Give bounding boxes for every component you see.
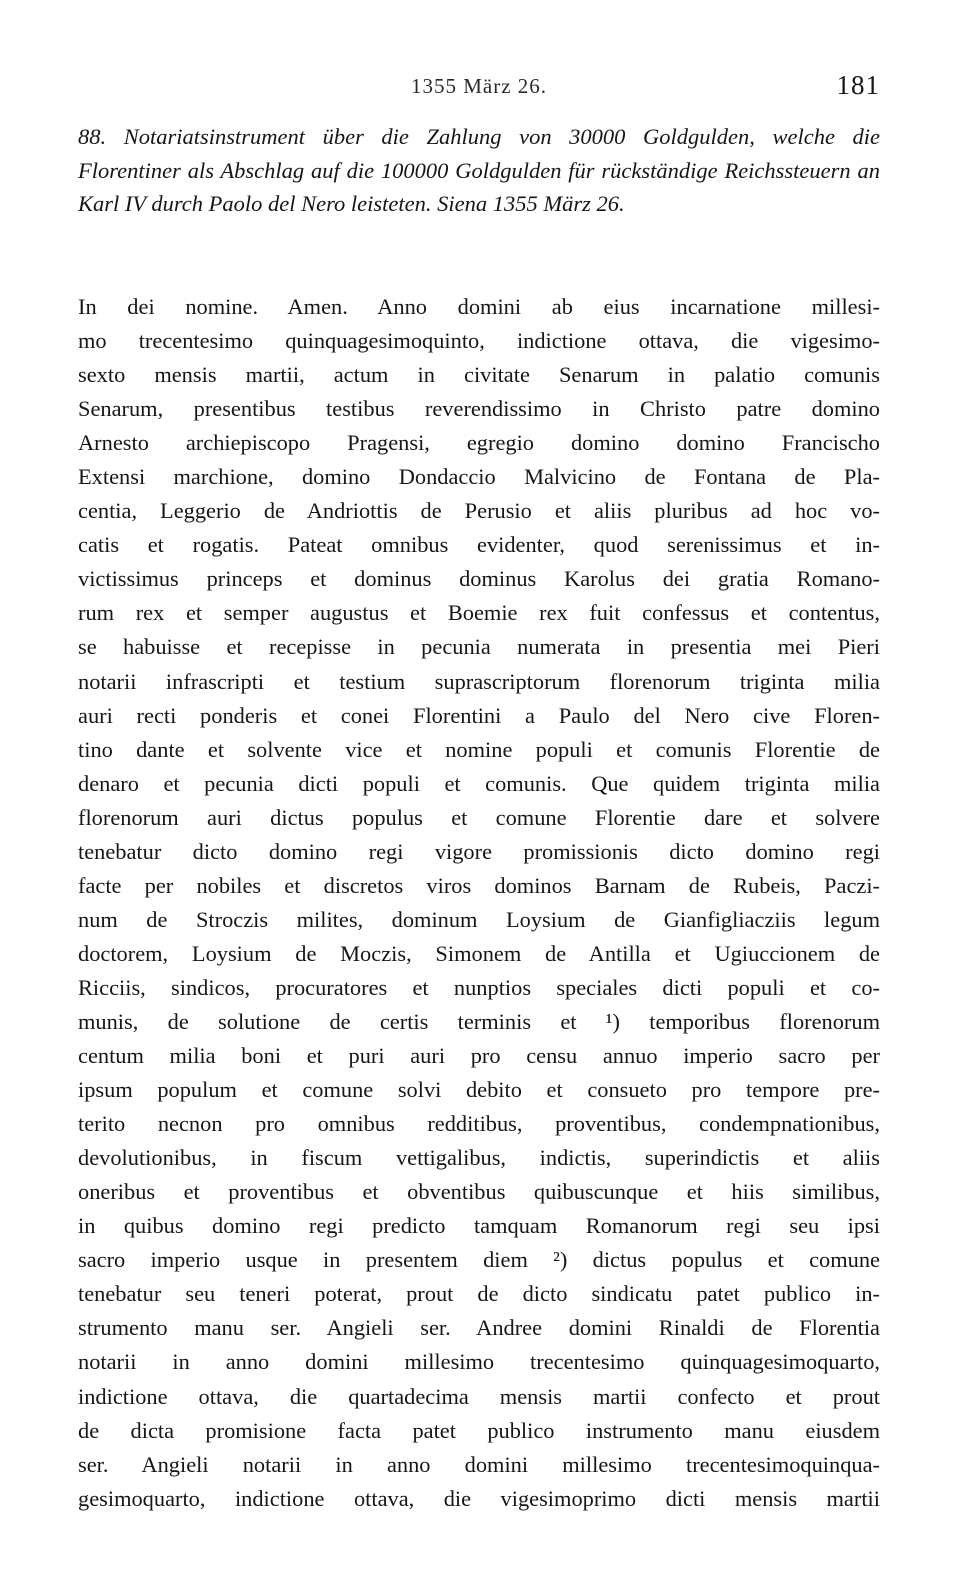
document-body [78, 290, 880, 1516]
body-line: florenorum auri dictus populus et comune Florentie dare et solvere [78, 804, 880, 830]
body-line: devolutionibus, in fiscum vettigalibus, indictis, superindictis et aliis [78, 1145, 880, 1171]
body-line: doctorem, Loysium de Moczis, Simonem de Antilla et Ugiuccionem de [78, 940, 880, 966]
body-line: notarii infrascripti et testium suprascriptorum florenorum triginta milia [78, 668, 880, 694]
body-line: Arnesto archiepiscopo Pragensi, egregio domino domino Francischo [78, 430, 880, 456]
body-line: notarii in anno domini millesimo trecentesimo quinquagesimoquarto, [78, 1349, 880, 1375]
body-line: denaro et pecunia dicti populi et comunis. Que quidem triginta milia [78, 770, 880, 796]
body-line: ipsum populum et comune solvi debito et consueto pro tempore pre- [78, 1077, 880, 1103]
body-line: munis, de solutione de certis terminis et ¹) temporibus florenorum [78, 1008, 880, 1034]
body-line: centum milia boni et puri auri pro censu annuo imperio sacro per [78, 1043, 880, 1069]
body-line: sexto mensis martii, actum in civitate Senarum in palatio comunis [78, 362, 880, 388]
body-line: tenebatur seu teneri poterat, prout de dicto sindicatu patet publico in- [78, 1281, 880, 1307]
body-line: victissimus princeps et dominus dominus Karolus dei gratia Romano- [78, 566, 880, 592]
body-line: terito necnon pro omnibus redditibus, proventibus, condempnationibus, [78, 1111, 880, 1137]
body-line: strumento manu ser. Angieli ser. Andree domini Rinaldi de Florentia [78, 1315, 880, 1341]
body-line: gesimoquarto, indictione ottava, die vigesimoprimo dicti mensis martii [78, 1485, 880, 1511]
page-number: 181 [836, 70, 880, 100]
body-line: Senarum, presentibus testibus reverendissimo in Christo patre domino [78, 396, 880, 422]
body-line: Extensi marchione, domino Dondaccio Malvicino de Fontana de Pla- [78, 464, 880, 490]
body-line: in quibus domino regi predicto tamquam Romanorum regi seu ipsi [78, 1213, 880, 1239]
body-line: facte per nobiles et discretos viros dominos Barnam de Rubeis, Paczi- [78, 872, 880, 898]
body-line: In dei nomine. Amen. Anno domini ab eius incarnatione millesi- [78, 294, 880, 319]
body-line: de dicta promisione facta patet publico instrumento manu eiusdem [78, 1417, 880, 1443]
document-number: 88. [78, 124, 107, 149]
body-line: sacro imperio usque in presentem diem ²) dictus populus et comune [78, 1247, 880, 1273]
document-regest: Notariatsinstrument über die Zahlung von 30000 Goldgulden, welche die Florentiner als Abschlag auf die 100000 Goldgulden für rückständige Reichssteuern an Karl IV durch Paolo del Nero leisteten. Siena 1355 März 26. [78, 124, 881, 216]
body-line: num de Stroczis milites, dominum Loysium de Gianfigliacziis legum [78, 906, 880, 932]
running-head-date: 1355 März 26. [410, 74, 548, 98]
body-line: tenebatur dicto domino regi vigore promissionis dicto domino regi [78, 838, 880, 864]
body-line: indictione ottava, die quartadecima mensis martii confecto et prout [78, 1383, 880, 1409]
running-head [78, 66, 880, 106]
body-line: catis et rogatis. Pateat omnibus evidenter, quod serenissimus et in- [78, 532, 880, 558]
body-line: centia, Leggerio de Andriottis de Perusio et aliis pluribus ad hoc vo- [78, 498, 880, 524]
body-line: ser. Angieli notarii in anno domini millesimo trecentesimoquinqua- [78, 1451, 880, 1477]
body-line: tino dante et solvente vice et nomine populi et comunis Florentie de [78, 736, 880, 762]
body-line: se habuisse et recepisse in pecunia numerata in presentia mei Pieri [78, 634, 880, 660]
document-heading [78, 120, 880, 221]
body-line: oneribus et proventibus et obventibus quibuscunque et hiis similibus, [78, 1179, 880, 1205]
body-line: rum rex et semper augustus et Boemie rex fuit confessus et contentus, [78, 600, 880, 626]
body-line: Ricciis, sindicos, procuratores et nunptios speciales dicti populi et co- [78, 974, 880, 1000]
body-line: mo trecentesimo quinquagesimoquinto, indictione ottava, die vigesimo- [78, 328, 880, 354]
body-line: auri recti ponderis et conei Florentini a Paulo del Nero cive Floren- [78, 702, 880, 728]
